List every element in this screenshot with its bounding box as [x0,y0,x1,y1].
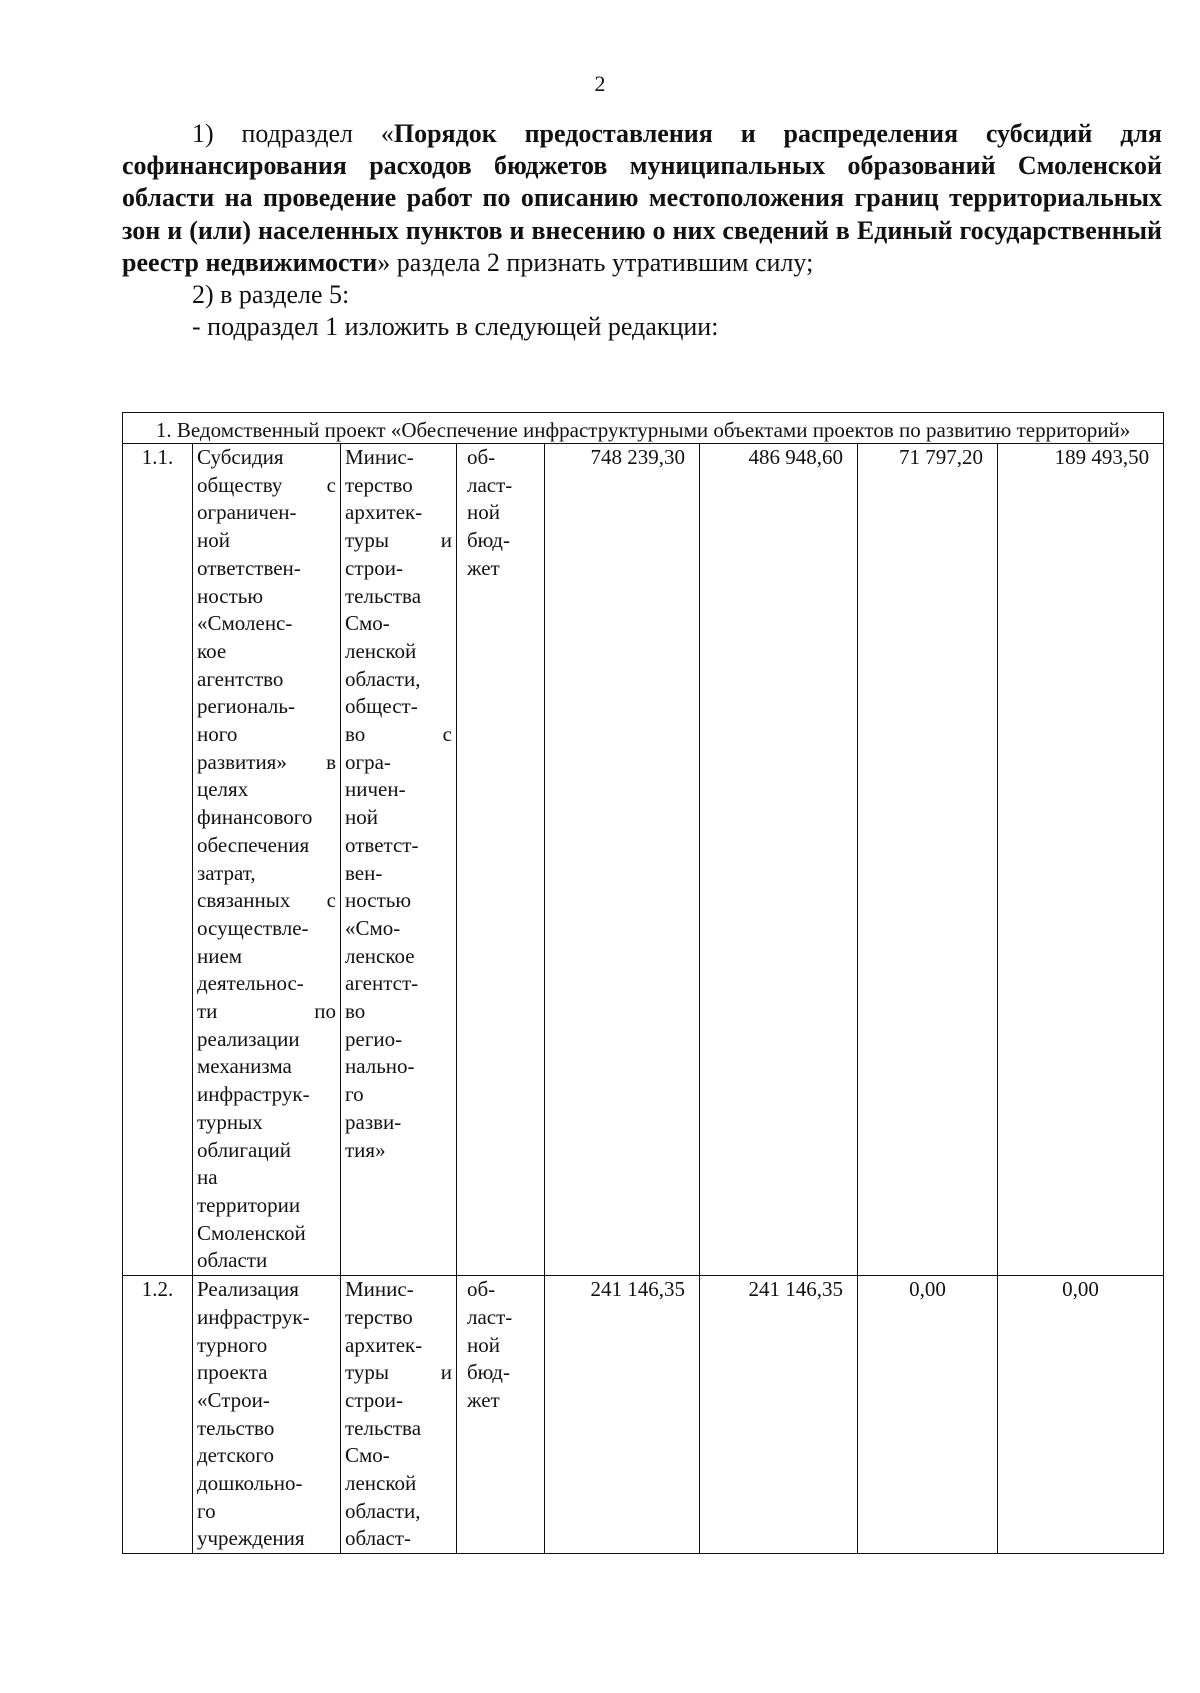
cell-line: агентст- [345,971,419,996]
measure-name [193,1276,341,1554]
cell-line: строи- [345,1387,403,1412]
cell-line: ленской [345,638,417,663]
cell-line: затрат, [197,860,256,885]
budget-table [122,412,1163,1554]
cell-line: развития» в [197,749,336,774]
cell-line: терство [345,1304,413,1329]
cell-line: осуществле- [197,915,309,940]
cell-line: тельства [345,583,422,608]
cell-line: бюд- [467,1360,510,1385]
table-row [123,444,1164,1276]
amount-year-3: 189 493,50 [998,444,1164,1276]
cell-line: туры и [345,528,452,553]
cell-line: ти по [197,999,336,1024]
row-number: 1.2. [123,1276,193,1554]
cell-line: территории [197,1192,301,1217]
cell-line: ной [467,1332,500,1357]
cell-line: Минис- [345,1277,414,1302]
cell-line: ничен- [345,777,406,802]
cell-line: турного [197,1332,268,1357]
executor [341,1276,457,1554]
amount-year-1: 241 146,35 [700,1276,858,1554]
cell-line: го [197,1498,216,1523]
cell-line: финансового [197,805,313,830]
cell-line: обществу с [197,472,336,497]
cell-line: ответст- [345,832,419,857]
cell-line: связанных с [197,888,336,913]
cell-line: ного [197,722,238,747]
cell-line: области, [345,1498,421,1523]
item-1-prefix: 1) подраздел « [192,119,394,148]
amount-total: 748 239,30 [545,444,700,1276]
cell-line: ответствен- [197,555,301,580]
table-header-row [123,413,1164,444]
cell-line: механизма [197,1054,292,1079]
cell-line: ограничен- [197,500,297,525]
cell-line: ласт- [467,1304,513,1329]
cell-line: агентство [197,666,284,691]
cell-line: Реализация [197,1277,299,1302]
amount-year-1: 486 948,60 [700,444,858,1276]
cell-line: регио- [345,1026,403,1051]
item-3: - подраздел 1 изложить в следующей редакции: [192,312,719,342]
cell-line: проекта [197,1360,268,1385]
cell-line: инфраструк- [197,1082,310,1107]
cell-line: об- [467,445,496,469]
cell-line: жет [467,1387,500,1412]
cell-line: Субсидия [197,445,284,469]
cell-line: «Строи- [197,1387,270,1412]
cell-line: «Смоленс- [197,611,293,636]
cell-line: огра- [345,749,391,774]
cell-line: учреждения [197,1526,305,1551]
cell-line: ной [197,528,230,553]
cell-line: ленской [345,1471,417,1496]
cell-line: Смо- [345,611,390,636]
amount-year-2: 0,00 [858,1276,998,1554]
cell-line: ностью [197,583,264,608]
cell-line: тия» [345,1137,386,1162]
cell-line: ной [467,500,500,525]
cell-line: тельства [345,1415,422,1440]
cell-line: инфраструк- [197,1304,310,1329]
cell-line: об- [467,1277,496,1302]
cell-line: го [345,1082,364,1107]
cell-line: нием [197,943,243,968]
cell-line: ласт- [467,472,513,497]
cell-line: архитек- [345,500,423,525]
item-1-bold-title: Порядок предоставления и распределения субсидий для софинансирования расходов бюджетов муниципальных образований Смоленской области на проведение работ по описанию местоположения границ территориальных зон и (или) населенных пунктов и внесению о них сведений в Единый государственный реестр недвижимости [122,119,1162,277]
cell-line: на [197,1165,218,1190]
cell-line: вен- [345,860,383,885]
cell-line: во [345,999,366,1024]
amount-year-3: 0,00 [998,1276,1164,1554]
cell-line: терство [345,472,413,497]
amount-total: 241 146,35 [545,1276,700,1554]
cell-line: области [197,1248,268,1273]
cell-line: облигаций [197,1137,292,1162]
cell-line: разви- [345,1109,402,1134]
cell-line: Смо- [345,1443,390,1468]
page-number: 2 [594,71,606,96]
cell-line: турных [197,1109,263,1134]
item-1 [122,118,1162,279]
cell-line: ной [345,805,378,830]
item-1-suffix: » раздела 2 признать утратившим силу; [377,247,814,277]
amount-year-2: 71 797,20 [858,444,998,1276]
cell-line: тельство [197,1415,275,1440]
intro-text [122,118,1162,343]
executor [341,444,457,1276]
cell-line: бюд- [467,528,510,553]
cell-line: ностью [345,888,412,913]
cell-line: целях [197,777,249,802]
cell-line: архитек- [345,1332,423,1357]
funding-source [457,1276,545,1554]
project-header: 1. Ведомственный проект «Обеспечение инфраструктурными объектами проектов по развитию территорий» [123,413,1164,444]
cell-line: строи- [345,555,403,580]
cell-line: «Смо- [345,915,401,940]
cell-line: дошкольно- [197,1471,303,1496]
cell-line: деятельнос- [197,971,304,996]
cell-line: общест- [345,694,418,719]
cell-line: нально- [345,1054,415,1079]
cell-line: Минис- [345,445,414,469]
cell-line: ленское [345,943,415,968]
cell-line: детского [197,1443,274,1468]
table-row [123,1276,1164,1554]
cell-line: кое [197,638,227,663]
cell-line: области, [345,666,421,691]
cell-line: туры и [345,1360,452,1385]
cell-line: региональ- [197,694,295,719]
cell-line: во с [345,722,452,747]
item-2: 2) в разделе 5: [192,280,350,310]
cell-line: реализации [197,1026,300,1051]
cell-line: Смоленской [197,1220,306,1245]
cell-line: обеспечения [197,832,310,857]
measure-name [193,444,341,1276]
cell-line: жет [467,555,500,580]
cell-line: област- [345,1526,411,1551]
funding-source [457,444,545,1276]
row-number: 1.1. [123,444,193,1276]
